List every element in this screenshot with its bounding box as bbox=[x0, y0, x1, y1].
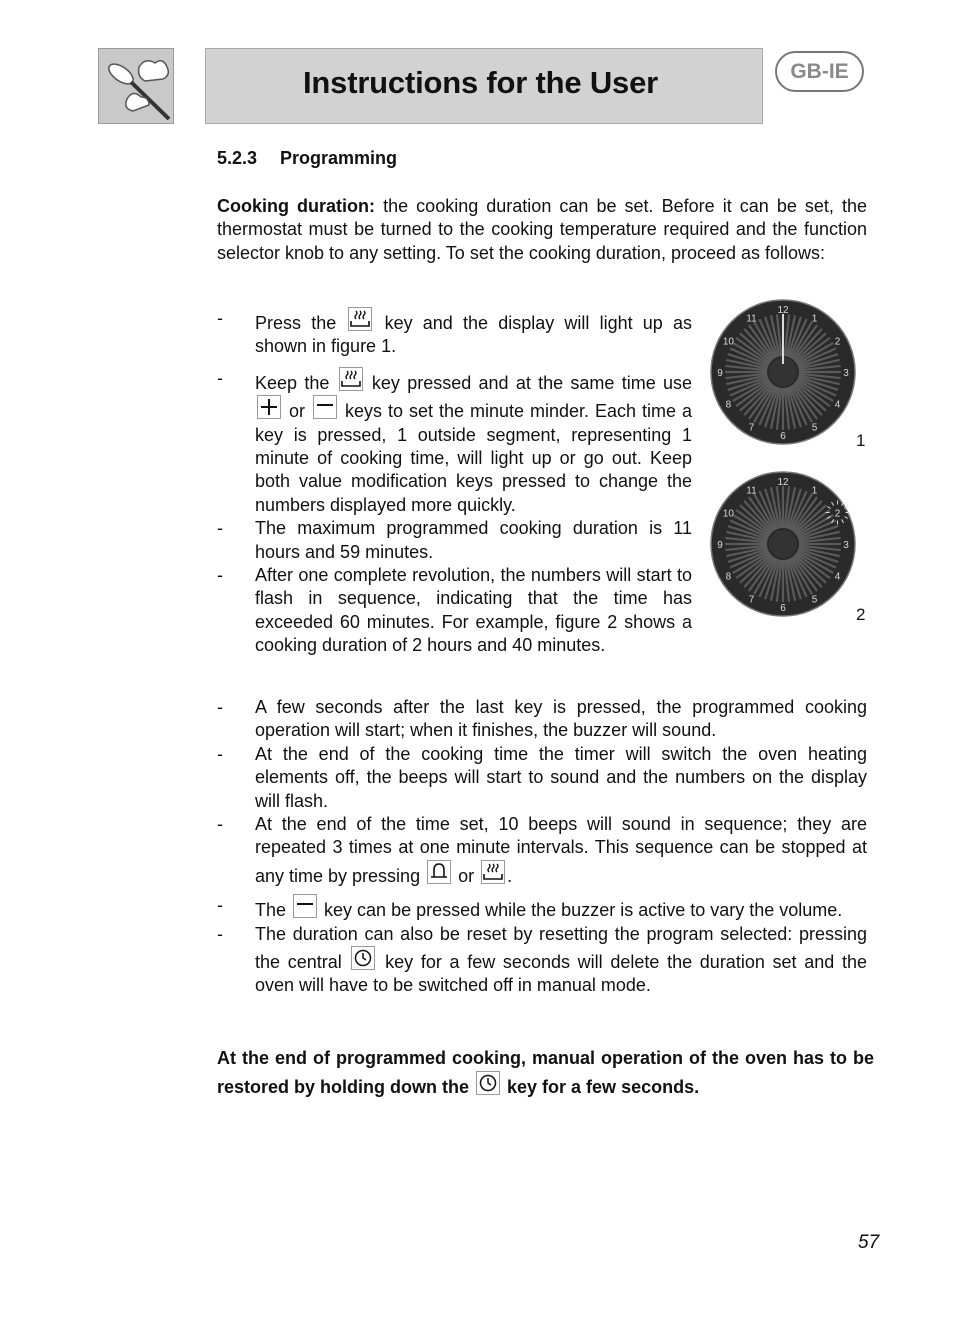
timer-dial bbox=[709, 470, 857, 622]
header-banner bbox=[205, 48, 763, 124]
dial-number: 11 bbox=[746, 313, 757, 325]
dial-number: 10 bbox=[722, 336, 735, 348]
dial-number: 2 bbox=[834, 336, 841, 348]
instruction-list-wide bbox=[217, 696, 867, 998]
list-item: - Keep the key pressed and at the same time use or keys to set the minute minder. Each time a key is pressed, 1 outside segment, representing 1 minute of cooking time, will light up or go out. Keep both value modification keys pressed to change the numbers displayed more quickly. bbox=[217, 367, 693, 515]
minus-key-icon bbox=[293, 894, 317, 918]
intro-label: Cooking duration: bbox=[217, 196, 376, 216]
section-number: 5.2.3 bbox=[217, 148, 258, 168]
dial-number: 3 bbox=[843, 368, 849, 379]
logo-image bbox=[98, 48, 174, 124]
dial-number: 6 bbox=[780, 603, 786, 614]
bell-key-icon bbox=[427, 860, 451, 884]
region-badge: GB-IE bbox=[775, 51, 864, 92]
dial-number: 8 bbox=[725, 399, 732, 411]
section-heading bbox=[217, 148, 397, 169]
dial-number: 1 bbox=[811, 485, 818, 497]
clock-key-icon bbox=[476, 1071, 500, 1095]
list-item: - At the end of the cooking time the timer will switch the oven heating elements off, the beeps will start to sound and the numbers on the display will flash. bbox=[217, 743, 867, 811]
dial-number: 10 bbox=[722, 508, 735, 520]
list-item: - The key can be pressed while the buzzer is active to vary the volume. bbox=[217, 895, 843, 921]
figure-1-label: 1 bbox=[856, 431, 866, 450]
list-item: - A few seconds after the last key is pressed, the programmed cooking operation will start; when it finishes, the buzzer will sound. bbox=[217, 697, 867, 741]
dial-number: 7 bbox=[748, 594, 755, 606]
dial-number: 9 bbox=[717, 540, 723, 551]
plus-key-icon bbox=[257, 395, 281, 419]
dial-number: 4 bbox=[834, 571, 841, 583]
dial-number: 6 bbox=[780, 431, 786, 442]
heat-key-icon bbox=[348, 307, 372, 331]
chef-spoon-icon bbox=[99, 49, 173, 123]
list-item: - At the end of the time set, 10 beeps will sound in sequence; they are repeated 3 times at one minute intervals. This sequence can be stopped at any time by pressing or . bbox=[217, 814, 867, 886]
dial-number: 12 bbox=[777, 305, 789, 316]
dial-number: 11 bbox=[746, 485, 757, 497]
minus-key-icon bbox=[313, 395, 337, 419]
timer-dial bbox=[709, 298, 857, 450]
dial-number: 12 bbox=[777, 477, 789, 488]
dial-number: 1 bbox=[811, 313, 818, 325]
figure-2-timer-display bbox=[709, 470, 857, 627]
dial-number: 5 bbox=[811, 594, 818, 606]
section-title: Programming bbox=[280, 148, 398, 168]
page-number: 57 bbox=[858, 1232, 880, 1253]
clock-key-icon bbox=[351, 946, 375, 970]
intro-paragraph bbox=[217, 195, 867, 265]
list-item: - The duration can also be reset by resetting the program selected: pressing the central key for a few seconds will delete the duration set and the oven will have to be switched off in manual mode. bbox=[217, 923, 867, 996]
dial-number: 3 bbox=[843, 540, 849, 551]
dial-number: 7 bbox=[748, 422, 755, 434]
heat-key-icon bbox=[481, 860, 505, 884]
instruction-list-narrow bbox=[217, 307, 692, 658]
page-title: Instructions for the User bbox=[303, 65, 658, 100]
dial-number: 8 bbox=[725, 571, 732, 583]
list-item: - The maximum programmed cooking duration is 11 hours and 59 minutes. bbox=[217, 518, 692, 562]
heat-key-icon bbox=[339, 367, 363, 391]
dial-number: 9 bbox=[717, 368, 723, 379]
figure-1-timer-display bbox=[709, 298, 857, 455]
dial-number: 4 bbox=[834, 399, 841, 411]
dial-number: 5 bbox=[811, 422, 818, 434]
dial-number: 2 bbox=[834, 508, 841, 520]
final-note: At the end of programmed cooking, manual operation of the oven has to be restored by holding down the key for a few seconds. bbox=[217, 1048, 874, 1097]
intro-text: the cooking duration can be set. Before it can be set, the thermostat must be turned to the cooking temperature required and the function selector knob to any setting. To set the cooking duration, proceed as follows: bbox=[217, 196, 868, 263]
list-item: - Press the key and the display will light up as shown in figure 1. bbox=[217, 308, 692, 357]
figure-2-label: 2 bbox=[856, 605, 866, 624]
list-item: - After one complete revolution, the numbers will start to flash in sequence, indicating that the time has exceeded 60 minutes. For example, figure 2 shows a cooking duration of 2 hours and 40 minutes. bbox=[217, 565, 692, 656]
